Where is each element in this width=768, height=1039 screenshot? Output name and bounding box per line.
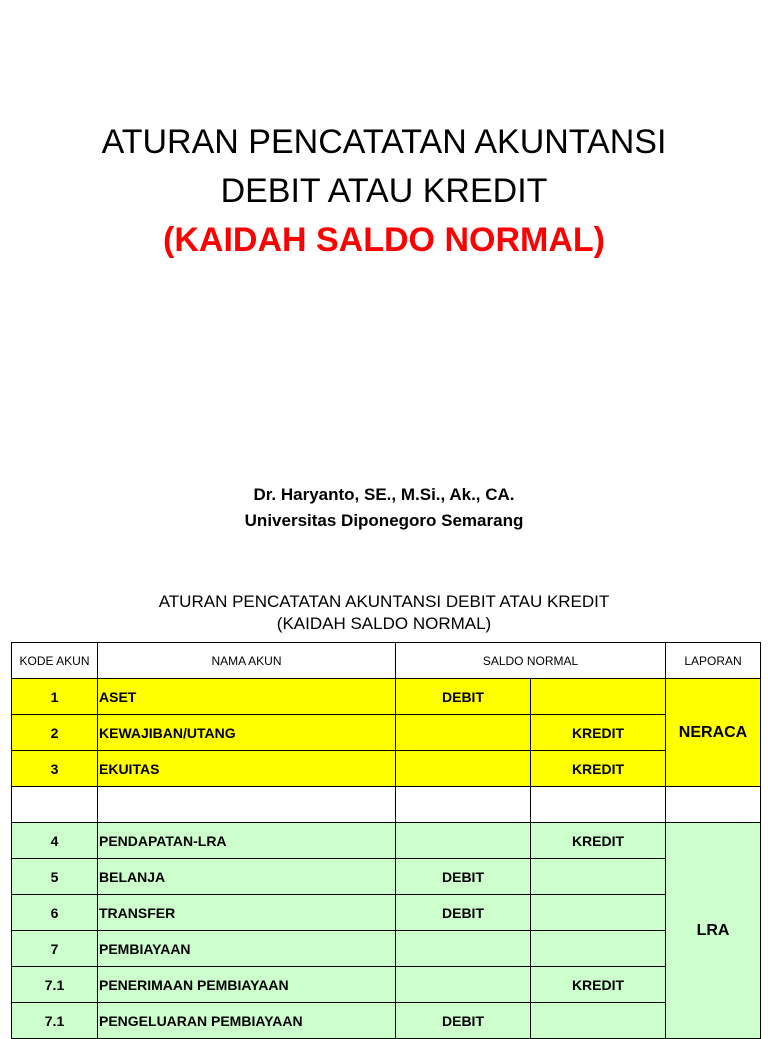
laporan-neraca-cell: NERACA bbox=[666, 679, 761, 787]
debit-cell bbox=[396, 931, 531, 967]
title-line-1: ATURAN PENCATATAN AKUNTANSI bbox=[101, 123, 667, 161]
nama-akun-cell: PENERIMAAN PEMBIAYAAN bbox=[98, 967, 396, 1003]
table-row bbox=[12, 1003, 761, 1039]
kredit-cell bbox=[531, 679, 666, 715]
table-row bbox=[12, 823, 761, 859]
kredit-cell bbox=[531, 859, 666, 895]
kredit-cell bbox=[531, 1003, 666, 1039]
kode-akun-cell: 3 bbox=[12, 751, 98, 787]
kode-akun-cell: 2 bbox=[12, 715, 98, 751]
table-row bbox=[12, 859, 761, 895]
kredit-cell: KREDIT bbox=[531, 751, 666, 787]
debit-cell: DEBIT bbox=[396, 859, 531, 895]
nama-akun-cell: ASET bbox=[98, 679, 396, 715]
nama-akun-cell bbox=[98, 787, 396, 823]
author-name: Dr. Haryanto, SE., M.Si., Ak., CA. bbox=[253, 485, 515, 504]
nama-akun-cell: PEMBIAYAAN bbox=[98, 931, 396, 967]
debit-cell bbox=[396, 787, 531, 823]
author-institution: Universitas Diponegoro Semarang bbox=[244, 511, 524, 530]
title-line-3: (KAIDAH SALDO NORMAL) bbox=[163, 221, 605, 259]
kredit-cell bbox=[531, 787, 666, 823]
kredit-cell: KREDIT bbox=[531, 967, 666, 1003]
nama-akun-cell: BELANJA bbox=[98, 859, 396, 895]
saldo-normal-table bbox=[11, 642, 761, 1039]
nama-akun-cell: EKUITAS bbox=[98, 751, 396, 787]
header-saldo-normal: SALDO NORMAL bbox=[396, 643, 666, 679]
header-kode-akun: KODE AKUN bbox=[12, 643, 98, 679]
kode-akun-cell: 6 bbox=[12, 895, 98, 931]
kode-akun-cell bbox=[12, 787, 98, 823]
laporan-lra-cell: LRA bbox=[666, 823, 761, 1039]
slide-title bbox=[0, 118, 768, 265]
debit-cell bbox=[396, 751, 531, 787]
table-row bbox=[12, 715, 761, 751]
nama-akun-cell: PENGELUARAN PEMBIAYAAN bbox=[98, 1003, 396, 1039]
kredit-cell: KREDIT bbox=[531, 715, 666, 751]
debit-cell: DEBIT bbox=[396, 679, 531, 715]
table-row bbox=[12, 751, 761, 787]
author-block bbox=[0, 482, 768, 534]
kode-akun-cell: 7.1 bbox=[12, 967, 98, 1003]
kode-akun-cell: 1 bbox=[12, 679, 98, 715]
table-title-line-1: ATURAN PENCATATAN AKUNTANSI DEBIT ATAU KREDIT bbox=[158, 592, 610, 611]
header-nama-akun: NAMA AKUN bbox=[98, 643, 396, 679]
title-line-2: DEBIT ATAU KREDIT bbox=[220, 172, 548, 210]
debit-cell bbox=[396, 715, 531, 751]
header-laporan: LAPORAN bbox=[666, 643, 761, 679]
nama-akun-cell: KEWAJIBAN/UTANG bbox=[98, 715, 396, 751]
kode-akun-cell: 7 bbox=[12, 931, 98, 967]
debit-cell bbox=[396, 823, 531, 859]
table-title bbox=[0, 591, 768, 635]
debit-cell bbox=[396, 967, 531, 1003]
table-row bbox=[12, 895, 761, 931]
kode-akun-cell: 7.1 bbox=[12, 1003, 98, 1039]
table-row bbox=[12, 931, 761, 967]
laporan-empty-cell bbox=[666, 787, 761, 823]
kode-akun-cell: 5 bbox=[12, 859, 98, 895]
kredit-cell bbox=[531, 895, 666, 931]
table-row bbox=[12, 967, 761, 1003]
nama-akun-cell: PENDAPATAN-LRA bbox=[98, 823, 396, 859]
table-row-separator bbox=[12, 787, 761, 823]
table-row bbox=[12, 679, 761, 715]
table-header-row bbox=[12, 643, 761, 679]
kredit-cell bbox=[531, 931, 666, 967]
kode-akun-cell: 4 bbox=[12, 823, 98, 859]
debit-cell: DEBIT bbox=[396, 895, 531, 931]
nama-akun-cell: TRANSFER bbox=[98, 895, 396, 931]
kredit-cell: KREDIT bbox=[531, 823, 666, 859]
debit-cell: DEBIT bbox=[396, 1003, 531, 1039]
table-title-line-2: (KAIDAH SALDO NORMAL) bbox=[276, 614, 492, 633]
